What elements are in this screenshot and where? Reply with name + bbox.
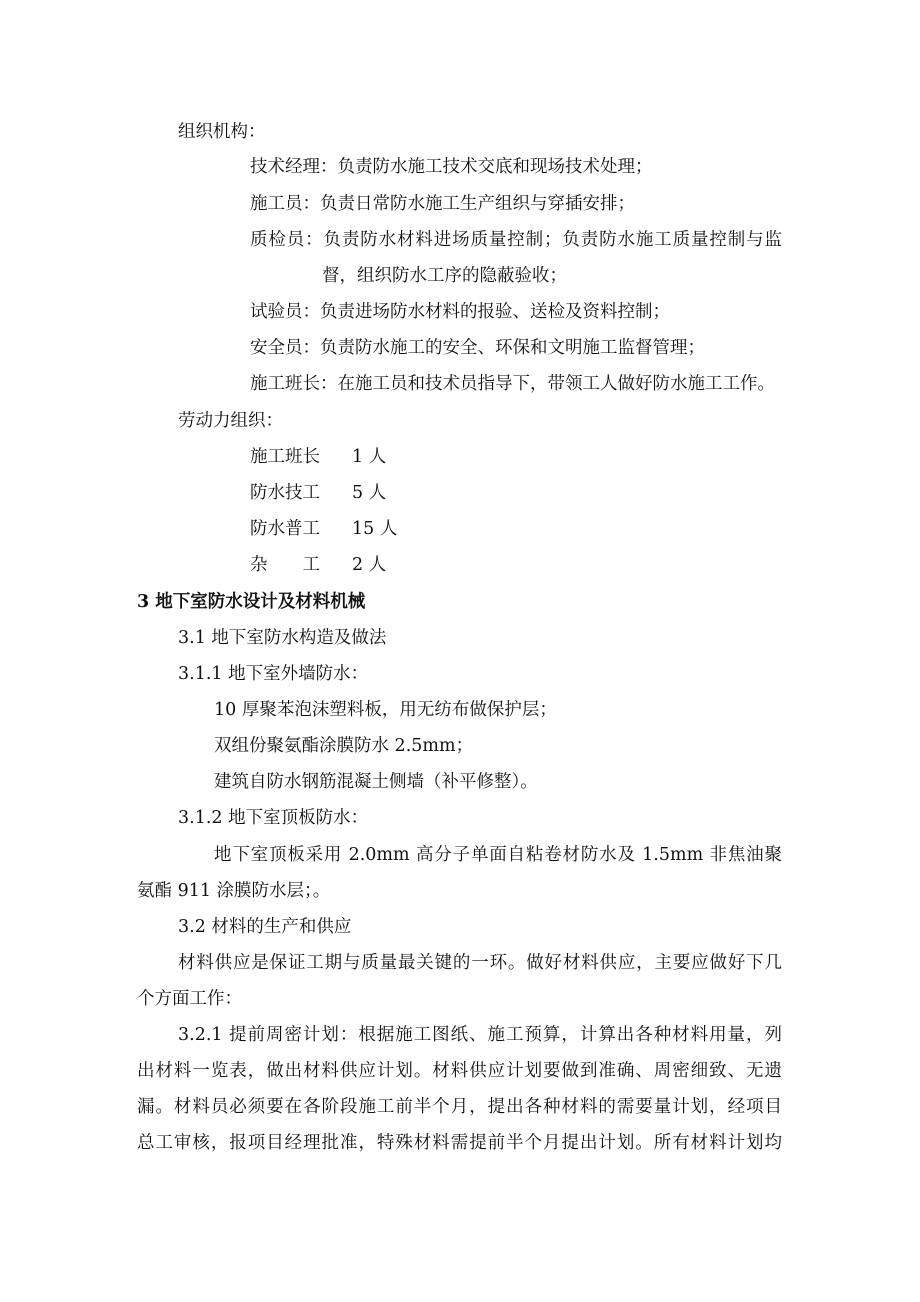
wall-layer-item: 双组份聚氨酯涂膜防水 2.5mm； (214, 736, 474, 756)
org-heading: 组织机构： (178, 122, 266, 142)
plan-paragraph-line: 总工审核，报项目经理批准，特殊材料需提前半个月提出计划。所有材料计划均 (137, 1133, 782, 1153)
labor-count: 1 人 (352, 447, 387, 467)
plan-paragraph-line: 出材料一览表，做出材料供应计划。材料供应计划要做到准确、周密细致、无遗 (137, 1061, 782, 1081)
role-quality-inspector: 质检员：负责防水材料进场质量控制；负责防水施工质量控制与监 (250, 230, 782, 250)
labor-role: 杂 工 (250, 555, 320, 575)
role-quality-inspector-cont: 督，组织防水工序的隐蔽验收； (322, 266, 567, 286)
wall-layer-item: 10 厚聚苯泡沫塑料板，用无纺布做保护层； (214, 700, 557, 720)
supply-intro-line: 材料供应是保证工期与质量最关键的一环。做好材料供应，主要应做好下几 (178, 953, 782, 973)
section-3-1-1-title: 3.1.1 地下室外墙防水： (178, 664, 369, 684)
labor-count: 5 人 (352, 483, 387, 503)
roof-paragraph-line: 地下室顶板采用 2.0mm 高分子单面自粘卷材防水及 1.5mm 非焦油聚 (214, 845, 782, 865)
role-safety-officer: 安全员：负责防水施工的安全、环保和文明施工监督管理； (250, 338, 705, 358)
labor-role: 防水技工 (250, 483, 320, 503)
section-3-title: 3 地下室防水设计及材料机械 (137, 592, 366, 612)
labor-count: 15 人 (352, 519, 398, 539)
labor-count: 2 人 (352, 555, 387, 575)
section-3-2-title: 3.2 材料的生产和供应 (178, 917, 352, 937)
role-construction-worker: 施工员：负责日常防水施工生产组织与穿插安排； (250, 194, 635, 214)
section-3-1-2-title: 3.1.2 地下室顶板防水： (178, 808, 369, 828)
labor-role: 施工班长 (250, 447, 320, 467)
role-tech-manager: 技术经理：负责防水施工技术交底和现场技术处理； (250, 157, 653, 177)
section-3-1-title: 3.1 地下室防水构造及做法 (178, 628, 387, 648)
wall-layer-item: 建筑自防水钢筋混凝土侧墙（补平修整）。 (214, 772, 538, 792)
labor-heading: 劳动力组织： (178, 411, 283, 431)
plan-paragraph-line: 3.2.1 提前周密计划：根据施工图纸、施工预算，计算出各种材料用量，列 (178, 1025, 782, 1045)
supply-intro-line: 个方面工作： (137, 989, 242, 1009)
role-tester: 试验员：负责进场防水材料的报验、送检及资料控制； (250, 302, 670, 322)
roof-paragraph-line: 氨酯 911 涂膜防水层；。 (137, 881, 331, 901)
plan-paragraph-line: 漏。材料员必须要在各阶段施工前半个月，提出各种材料的需要量计划，经项目 (137, 1097, 782, 1117)
role-team-leader: 施工班长：在施工员和技术员指导下，带领工人做好防水施工工作。 (250, 374, 775, 394)
labor-role: 防水普工 (250, 519, 320, 539)
